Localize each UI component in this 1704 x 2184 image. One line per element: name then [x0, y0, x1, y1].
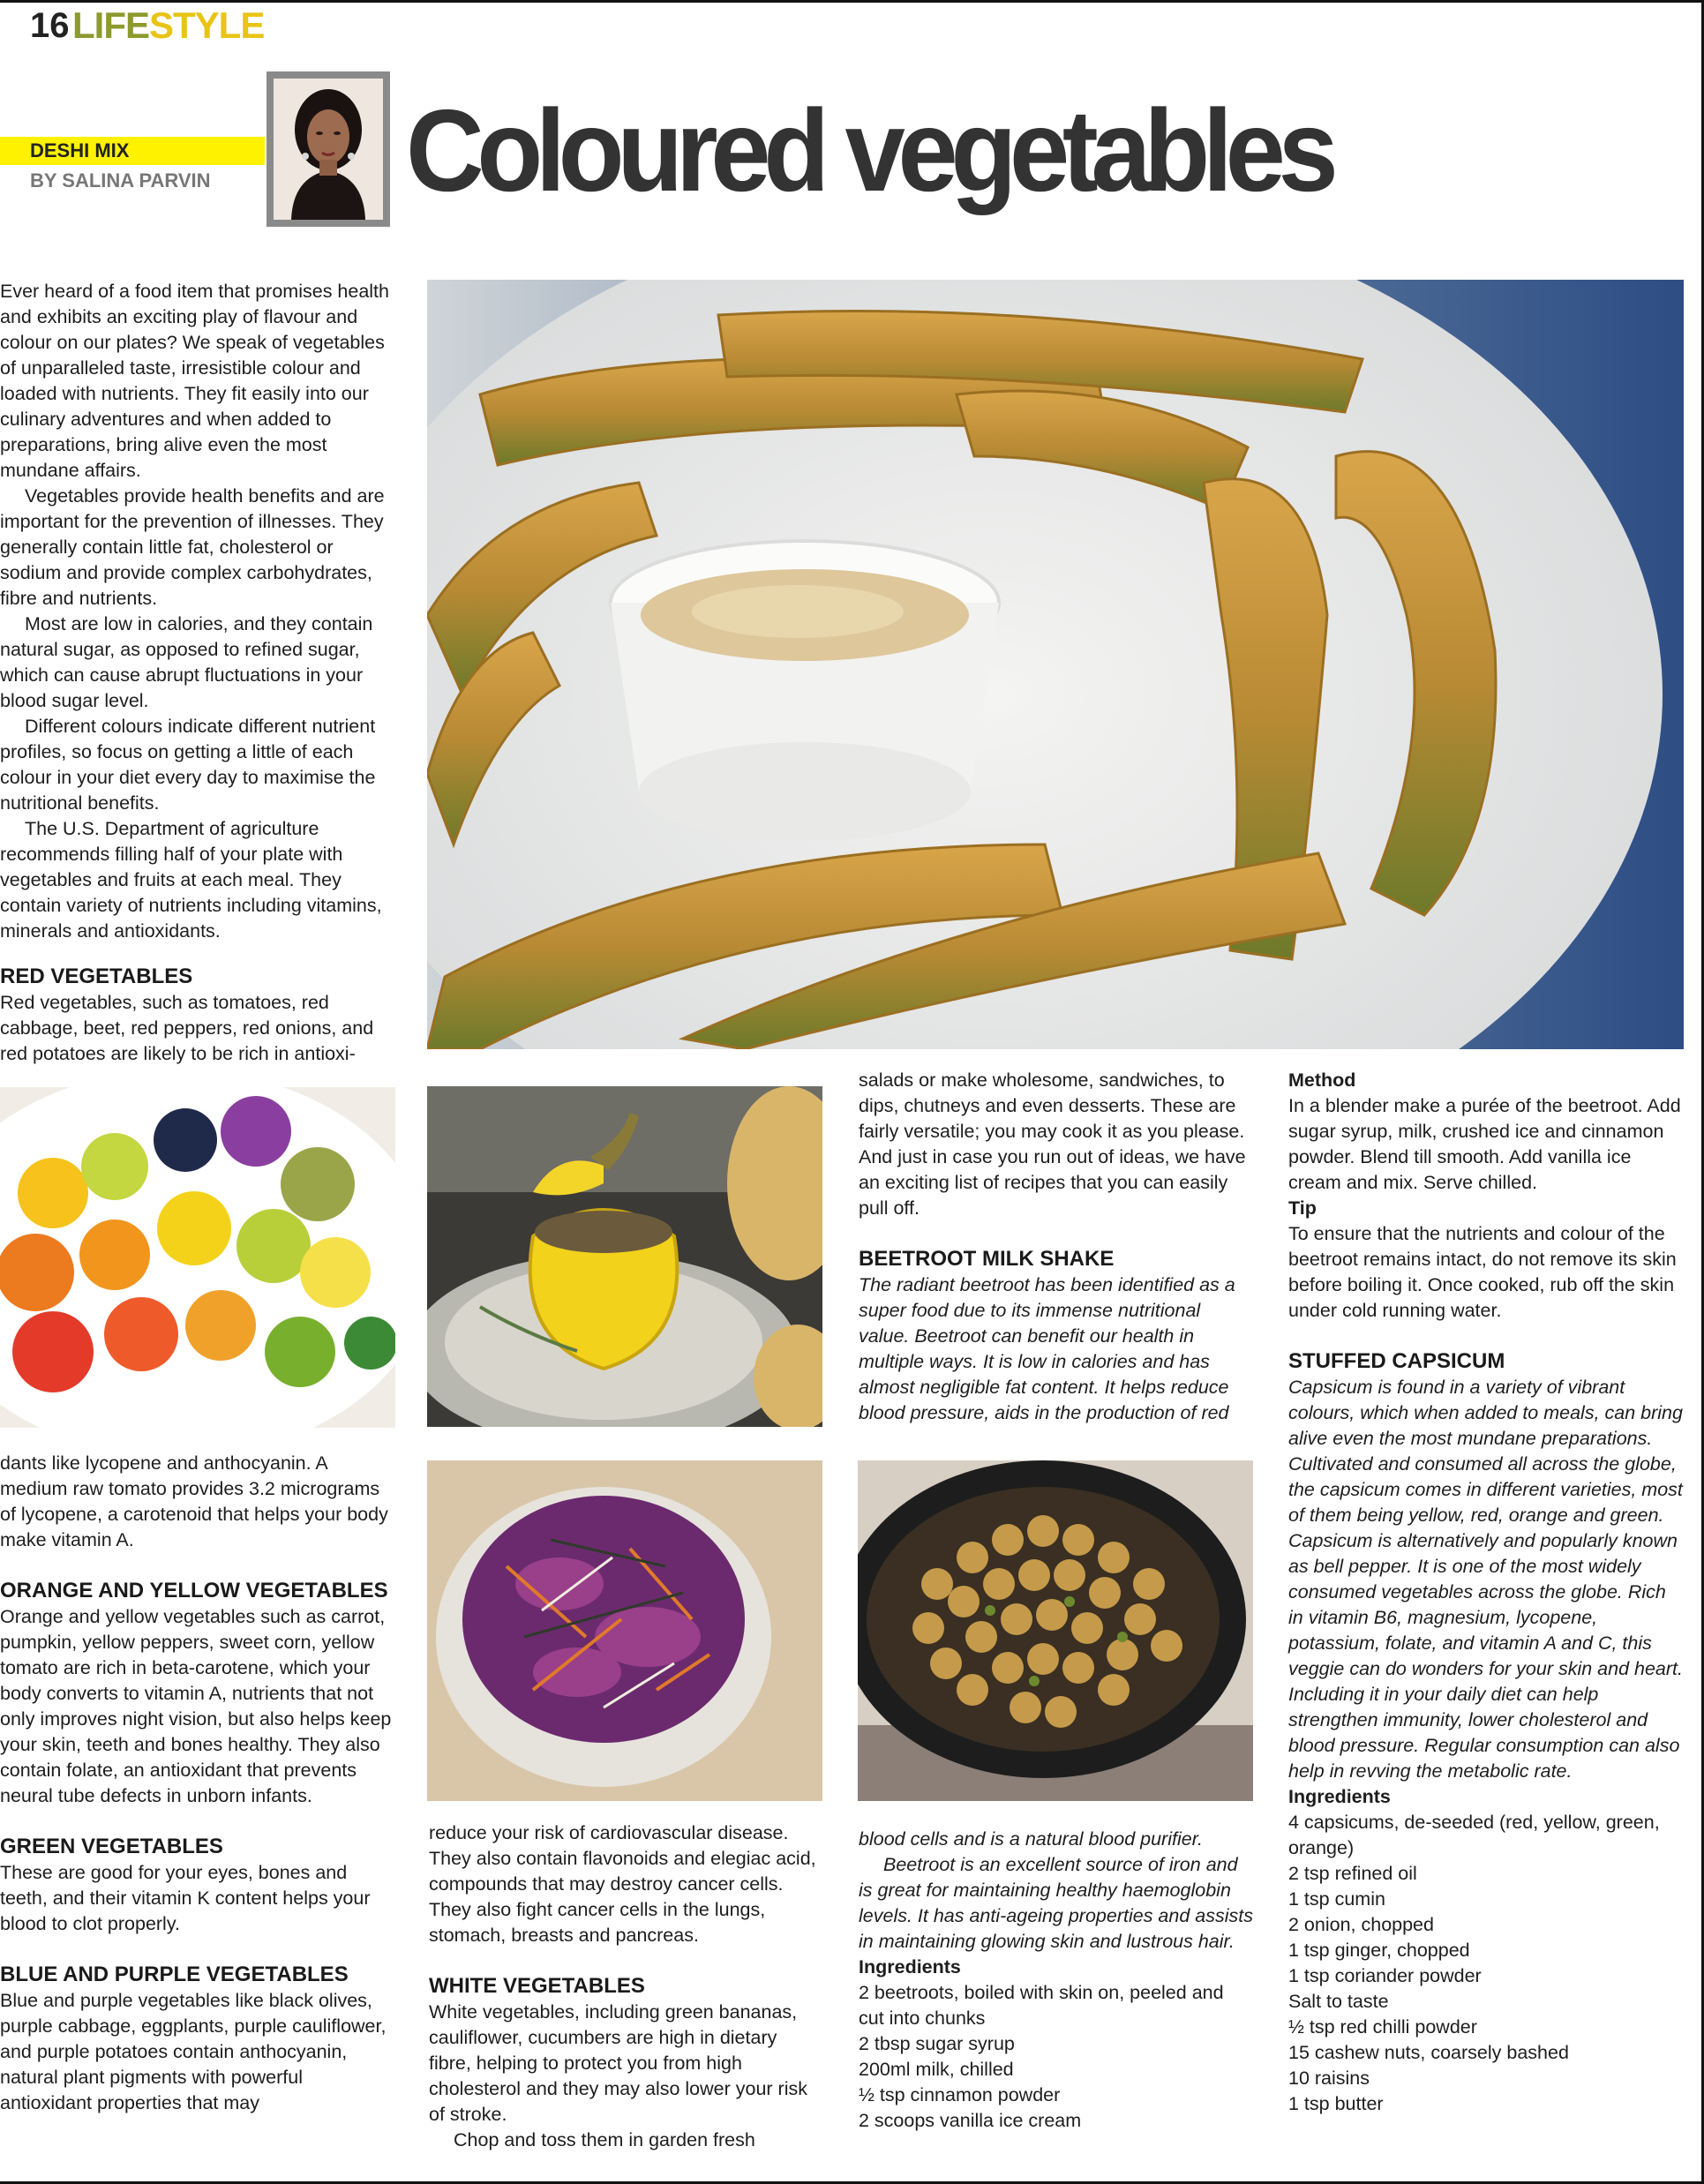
column-kicker: DESHI MIX	[30, 139, 130, 161]
column-3-lower	[859, 1827, 1254, 2134]
ingredient-item: 2 beetroots, boiled with skin on, peeled and cut into chunks	[859, 1982, 1224, 2029]
ingredient-item: 4 capsicums, de-seeded (red, yellow, green, orange)	[1288, 1812, 1660, 1858]
ingredient-item: 2 onion, chopped	[1288, 1914, 1434, 1935]
author-portrait	[266, 71, 390, 227]
green-text: These are good for your eyes, bones and teeth, and their vitamin K content helps your blood to clot properly.	[0, 1862, 371, 1934]
section-heading-white: WHITE VEGETABLES	[429, 1974, 645, 1998]
red-vegetables-section	[0, 964, 395, 1067]
beetroot-method-heading: Method	[1288, 1069, 1356, 1091]
section-heading-blue-purple: BLUE AND PURPLE VEGETABLES	[0, 1963, 349, 1986]
page-number: 16	[30, 6, 70, 45]
section-title-part-1: LIFE	[72, 4, 149, 46]
beetroot-intro-continued: blood cells and is a natural blood purifier.	[859, 1828, 1204, 1850]
beetroot-tip: To ensure that the nutrients and colour of the beetroot remains intact, do not remove its skin before boiling it. Once cooked, rub off the skin under cold running water.	[1288, 1223, 1677, 1321]
intro-paragraph: The U.S. Department of agriculture recommends filling half of your plate with vegetables and fruits at each meal. They contain variety of nutrients including vitamins, minerals and antioxidants.	[0, 818, 382, 942]
ingredient-item: 200ml milk, chilled	[859, 2059, 1014, 2080]
byline: BY SALINA PARVIN	[30, 169, 211, 191]
intro-paragraph: Most are low in calories, and they contain natural sugar, as opposed to refined sugar, which can cause abrupt fluctuations in your blood sugar level.	[0, 613, 373, 711]
blue-purple-text-continued: reduce your risk of cardiovascular disease. They also contain flavonoids and elegiac acid, compounds that may destroy cancer cells. They also fight cancer cells in the lungs, stomach, breasts and pancreas.	[429, 1822, 816, 1946]
beetroot-tip-heading: Tip	[1288, 1197, 1317, 1219]
column-2-lower	[429, 1820, 822, 2153]
beetroot-method: In a blender make a purée of the beetroot. Add sugar syrup, milk, crushed ice and cinnamon powder. Blend till smooth. Add vanilla ice cream and mix. Serve chilled.	[1288, 1095, 1681, 1193]
section-heading-orange-yellow: ORANGE AND YELLOW VEGETABLES	[0, 1579, 388, 1602]
intro-paragraph: Vegetables provide health benefits and are important for the prevention of illnesses. They generally contain little fat, cholesterol or sodium and provide complex carbohydrates, fibre and nutrients.	[0, 485, 385, 609]
section-heading-beetroot: BEETROOT MILK SHAKE	[859, 1247, 1115, 1271]
ingredient-item: 15 cashew nuts, coarsely bashed	[1288, 2042, 1569, 2063]
blue-purple-text: Blue and purple vegetables like black olives, purple cabbage, eggplants, purple cauliflower, and purple potatoes contain anthocyanin, natural plant pigments with powerful antioxidant properties that may	[0, 1990, 387, 2113]
rainbow-salad-photo	[0, 1087, 395, 1428]
intro-paragraph: Ever heard of a food item that promises health and exhibits an exciting play of flavour and colour on our plates? We speak of vegetables of unparalleled taste, irresistible colour and loaded with nutrients. They fit easily into our culinary adventures and when added to preparations, bring alive even the most mundane affairs.	[0, 281, 389, 481]
ingredient-item: 2 tbsp sugar syrup	[859, 2033, 1015, 2054]
column-3-upper	[859, 1068, 1254, 1426]
beetroot-intro-2: Beetroot is an excellent source of iron and is great for maintaining healthy haemoglobin levels. It has anti-ageing properties and assists in maintaining glowing skin and lustrous hair.	[859, 1854, 1253, 1952]
red-vegetables-text: Red vegetables, such as tomatoes, red cabbage, beet, red peppers, red onions, and red potatoes are likely to be rich in antioxi-	[0, 992, 374, 1064]
intro-paragraph: Different colours indicate different nutrient profiles, so focus on getting a little of each colour in your diet every day to maximise the nutritional benefits.	[0, 716, 376, 814]
ingredient-item: 1 tsp cumin	[1288, 1888, 1385, 1910]
ingredient-item: 2 tsp refined oil	[1288, 1863, 1417, 1884]
section-heading-green: GREEN VEGETABLES	[0, 1835, 223, 1858]
capsicum-ingredients-heading: Ingredients	[1288, 1786, 1391, 1807]
white-text: White vegetables, including green bananas, cauliflower, cucumbers are high in dietary fibre, helping to protect you from high cholesterol and they may also lower your risk of stroke.	[429, 2001, 807, 2125]
ingredient-item: 2 scoops vanilla ice cream	[859, 2110, 1082, 2131]
section-title	[72, 4, 264, 47]
page-title: Coloured vegetables	[406, 86, 1332, 215]
capsicum-intro: Capsicum is found in a variety of vibrant colours, which when added to meals, can bring alive even the most mundane preparations. Cultivated and consumed all across the globe, the capsicum comes in different varieties, most of them being yellow, red, orange and green. Capsicum is alternatively and popularly known as bell pepper. It is one of the most widely consumed vegetables across the globe. Rich in vitamin B6, magnesium, lycopene, potassium, folate, and vitamin A and C, this veggie can do wonders for your skin and heart. Including it in your daily diet can help strengthen immunity, lower cholesterol and blood pressure. Regular consumption can also help in revving the metabolic rate.	[1288, 1377, 1683, 1782]
ingredient-item: 1 tsp coriander powder	[1288, 1965, 1482, 1986]
ingredient-item: ½ tsp cinnamon powder	[859, 2084, 1061, 2105]
fried-okra-skillet-photo	[858, 1460, 1253, 1801]
orange-yellow-text: Orange and yellow vegetables such as carrot, pumpkin, yellow peppers, sweet corn, yellow tomato are rich in beta-carotene, which your body converts to vitamin A, nutrients that not only improves night vision, but also helps keep your skin, teeth and bones healthy. They also contain folate, an antioxidant that prevents neural tube defects in unborn infants.	[0, 1606, 392, 1806]
section-title-part-2: STYLE	[149, 4, 265, 46]
white-text-2: Chop and toss them in garden fresh	[454, 2129, 755, 2150]
beetroot-ingredients-heading: Ingredients	[859, 1956, 961, 1978]
beetroot-intro: The radiant beetroot has been identified as a super food due to its immense nutritional value. Beetroot can benefit our health in multiple ways. It is low in calories and has almost negligible fat content. It helps reduce blood pressure, aids in the production of red	[859, 1274, 1235, 1423]
white-text-continued: salads or make wholesome, sandwiches, to dips, chutneys and even desserts. These are fairly versatile; you may cook it as you please. And just in case you run out of ideas, we have an exciting list of recipes that you can easily pull off.	[859, 1069, 1246, 1219]
capsicum-ingredients-list	[1288, 1810, 1684, 2117]
ingredient-item: 1 tsp butter	[1288, 2093, 1384, 2114]
author-portrait-image	[274, 79, 383, 220]
ingredient-item: Salt to taste	[1288, 1991, 1389, 2012]
stuffed-capsicum-photo	[427, 1086, 822, 1427]
ingredient-item: ½ tsp red chilli powder	[1288, 2016, 1477, 2038]
red-vegetables-text-continued: dants like lycopene and anthocyanin. A medium raw tomato provides 3.2 micrograms of lycopene, a carotenoid that helps your body make vitamin A.	[0, 1452, 388, 1550]
section-heading-capsicum: STUFFED CAPSICUM	[1288, 1349, 1505, 1373]
column-1-lower	[0, 1451, 395, 2116]
ingredient-item: 10 raisins	[1288, 2068, 1370, 2089]
section-heading-red: RED VEGETABLES	[0, 964, 193, 988]
intro-column	[0, 279, 395, 944]
column-4	[1288, 1068, 1684, 2117]
purple-cabbage-salad-photo	[427, 1460, 822, 1801]
beetroot-ingredients-list	[859, 1980, 1254, 2134]
ingredient-item: 1 tsp ginger, chopped	[1288, 1940, 1470, 1961]
hero-photo-okra-fries	[427, 280, 1684, 1049]
